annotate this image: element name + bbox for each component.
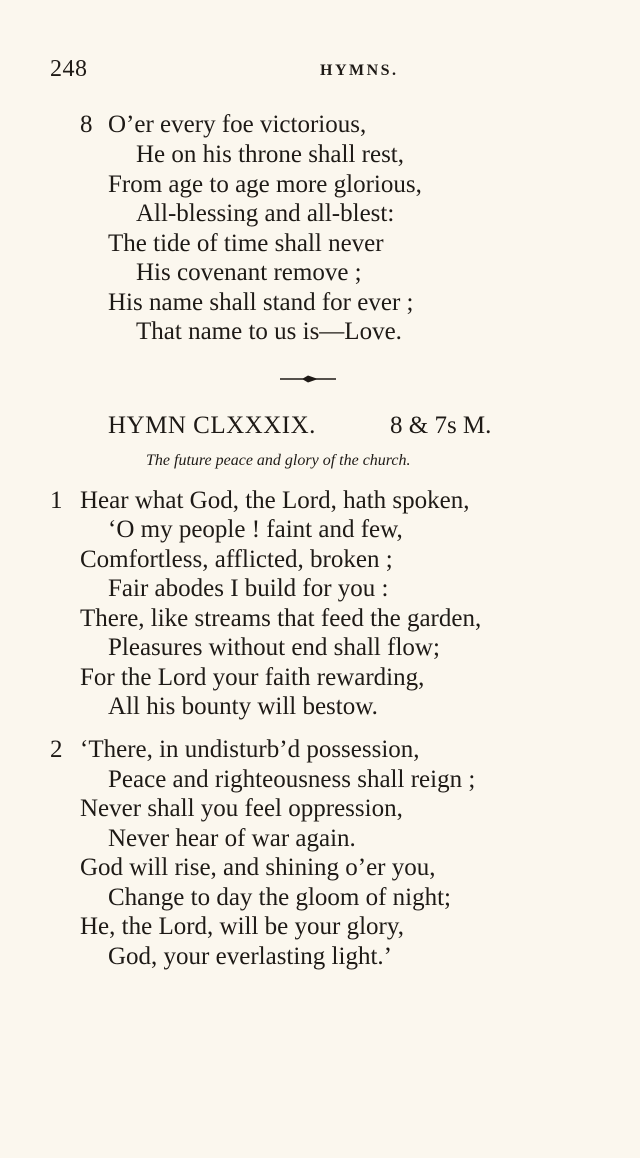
- running-title: HYMNS.: [320, 62, 399, 79]
- section-divider-ornament: [278, 374, 338, 384]
- verse-line: Comfortless, afflicted, broken ;: [80, 546, 393, 573]
- verse-line: God, your everlasting light.’: [108, 943, 392, 970]
- hymn-heading: [108, 412, 568, 446]
- hymn-meter: 8 & 7s M.: [390, 412, 492, 439]
- verse-line: Fair abodes I build for you :: [108, 575, 389, 602]
- verse-line: Peace and righteousness shall reign ;: [108, 766, 476, 793]
- page-number: 248: [50, 56, 88, 82]
- verse-line: O’er every foe victorious,: [108, 111, 367, 138]
- stanza-number: 8: [80, 111, 93, 138]
- verse-line: Change to day the gloom of night;: [108, 884, 452, 911]
- stanza-number: 2: [50, 736, 63, 763]
- verse-line: All-blessing and all-blest:: [136, 200, 395, 227]
- verse-line: His name shall stand for ever ;: [108, 289, 414, 316]
- verse-line: For the Lord your faith rewarding,: [80, 664, 425, 691]
- verse-line: He on his throne shall rest,: [136, 141, 405, 168]
- verse-line: He, the Lord, will be your glory,: [80, 913, 404, 940]
- verse-line: Never shall you feel oppression,: [80, 795, 403, 822]
- hymn-title: HYMN CLXXXIX.: [108, 412, 316, 439]
- verse-line: God will rise, and shining o’er you,: [80, 854, 436, 881]
- verse-line: The tide of time shall never: [108, 230, 384, 257]
- verse-line: ‘O my people ! faint and few,: [108, 516, 403, 543]
- verse-line: That name to us is—Love.: [136, 318, 402, 345]
- verse-line: There, like streams that feed the garden,: [80, 605, 482, 632]
- verse-line: All his bounty will bestow.: [108, 693, 378, 720]
- verse-line: From age to age more glorious,: [108, 171, 422, 198]
- hymn-subtitle: The future peace and glory of the church.: [146, 452, 411, 469]
- verse-line: Never hear of war again.: [108, 825, 356, 852]
- verse-line: His covenant remove ;: [136, 259, 362, 286]
- running-head: [50, 56, 590, 88]
- verse-line: Hear what God, the Lord, hath spoken,: [80, 487, 470, 514]
- verse-line: ‘There, in undisturb’d possession,: [80, 736, 420, 763]
- stanza-number: 1: [50, 487, 63, 514]
- verse-line: Pleasures without end shall flow;: [108, 634, 440, 661]
